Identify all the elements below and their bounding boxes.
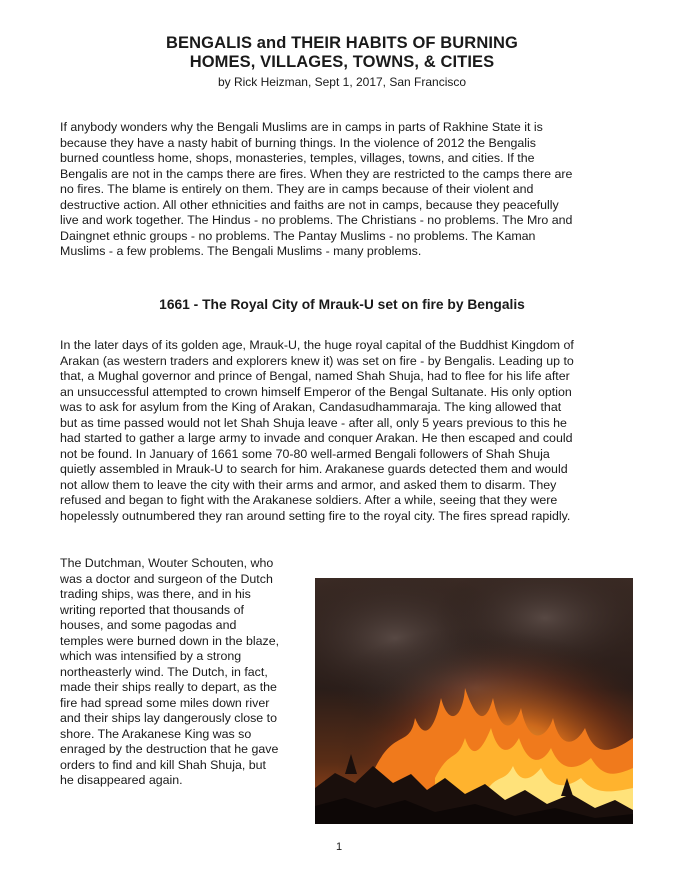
text-line: not be found. In January of 1661 some 70-80 well-armed Bengali followers of Shah Shuja bbox=[60, 446, 550, 461]
text-line: not allow them to leave the city with their arms and armor, and asked them to disarm. They bbox=[60, 477, 557, 492]
text-line: refused and began to fight with the Arakanese soldiers. After a while, seeing that they were bbox=[60, 493, 558, 507]
wrapped-paragraph bbox=[60, 556, 310, 789]
text-line: The Dutchman, Wouter Schouten, who bbox=[60, 556, 274, 570]
text-line: had started to gather a large army to invade and conquer Arakan. He then escaped and could bbox=[60, 431, 573, 445]
fire-photo-illustration bbox=[315, 578, 633, 824]
title-line-1: BENGALIS and THEIR HABITS OF BURNING bbox=[166, 34, 518, 52]
text-line: Arakan (as western traders and explorers knew it) was set on fire - by Bengalis. Leading up to bbox=[60, 353, 574, 368]
text-line: no fires. The blame is entirely on them. They are in camps because of their violent and bbox=[60, 182, 534, 196]
text-line: northeasterly wind. The Dutch, in fact, bbox=[60, 664, 268, 679]
fire-photo bbox=[315, 578, 633, 824]
text-line: trading ships, was there, and in his bbox=[60, 587, 251, 601]
document-title bbox=[0, 34, 684, 72]
text-line: If anybody wonders why the Bengali Muslims are in camps in parts of Rakhine State it is bbox=[60, 120, 543, 134]
text-line: quietly assembled in Mrauk-U to search for him. Arakanese guards detected them and would bbox=[60, 462, 568, 476]
text-line: burned countless home, shops, monasteries, temples, villages, towns, and cities. If the bbox=[60, 151, 535, 165]
text-line: he disappeared again. bbox=[60, 773, 183, 787]
text-line: Daingnet ethnic groups - no problems. The Pantay Muslims - no problems. The Kaman bbox=[60, 228, 536, 243]
text-line: In the later days of its golden age, Mrauk-U, the huge royal capital of the Buddhist Kingdom of bbox=[60, 338, 574, 352]
text-line: was a doctor and surgeon of the Dutch bbox=[60, 571, 273, 586]
text-line: but as time passed would not let Shah Shuja leave - after all, only 5 years previous to this he bbox=[60, 415, 567, 430]
text-line: writing reported that thousands of bbox=[60, 602, 244, 617]
text-line: shore. The Arakanese King was so bbox=[60, 726, 252, 741]
text-line: an unsuccessful attempted to crown himself Emperor of the Bengal Sultanate. His only option bbox=[60, 384, 572, 399]
text-line: because they have a nasty habit of burning things. In the violence of 2012 the Bengalis bbox=[60, 135, 536, 150]
text-line: orders to find and kill Shah Shuja, but bbox=[60, 757, 266, 772]
text-line: Muslims - a few problems. The Bengali Muslims - many problems. bbox=[60, 244, 422, 258]
text-line: temples were burned down in the blaze, bbox=[60, 633, 280, 648]
text-line: made their ships really to depart, as the bbox=[60, 680, 277, 694]
page-number: 1 bbox=[336, 841, 343, 853]
text-line: hopelessly outnumbered they ran around setting fire to the royal city. The fires spread rapidly. bbox=[60, 508, 571, 523]
text-line: and their ships lay dangerously close to bbox=[60, 711, 277, 725]
text-line: enraged by the destruction that he gave bbox=[60, 742, 279, 756]
text-line: destructive action. All other ethnicities and faiths are not in camps, because they peacefully bbox=[60, 197, 559, 212]
text-line: fire had spread some miles down river bbox=[60, 695, 270, 710]
section-heading: 1661 - The Royal City of Mrauk-U set on fire by Bengalis bbox=[159, 297, 525, 312]
text-line: was to ask for asylum from the King of Arakan, Candasudhammaraja. The king allowed that bbox=[60, 400, 562, 414]
text-line: houses, and some pagodas and bbox=[60, 618, 237, 632]
intro-paragraph bbox=[60, 120, 634, 260]
section-paragraph bbox=[60, 338, 634, 524]
text-line: live and work together. The Hindus - no problems. The Christians - no problems. The Mro and bbox=[60, 213, 573, 227]
text-line: that, a Mughal governor and prince of Bengal, named Shah Shuja, had to flee for his life after bbox=[60, 369, 570, 383]
byline: by Rick Heizman, Sept 1, 2017, San Francisco bbox=[217, 75, 467, 89]
title-line-2: HOMES, VILLAGES, TOWNS, & CITIES bbox=[189, 53, 495, 71]
text-line: Bengalis are not in the camps there are fires. When they are restricted to the camps there are bbox=[60, 166, 573, 181]
text-line: which was intensified by a strong bbox=[60, 649, 242, 663]
